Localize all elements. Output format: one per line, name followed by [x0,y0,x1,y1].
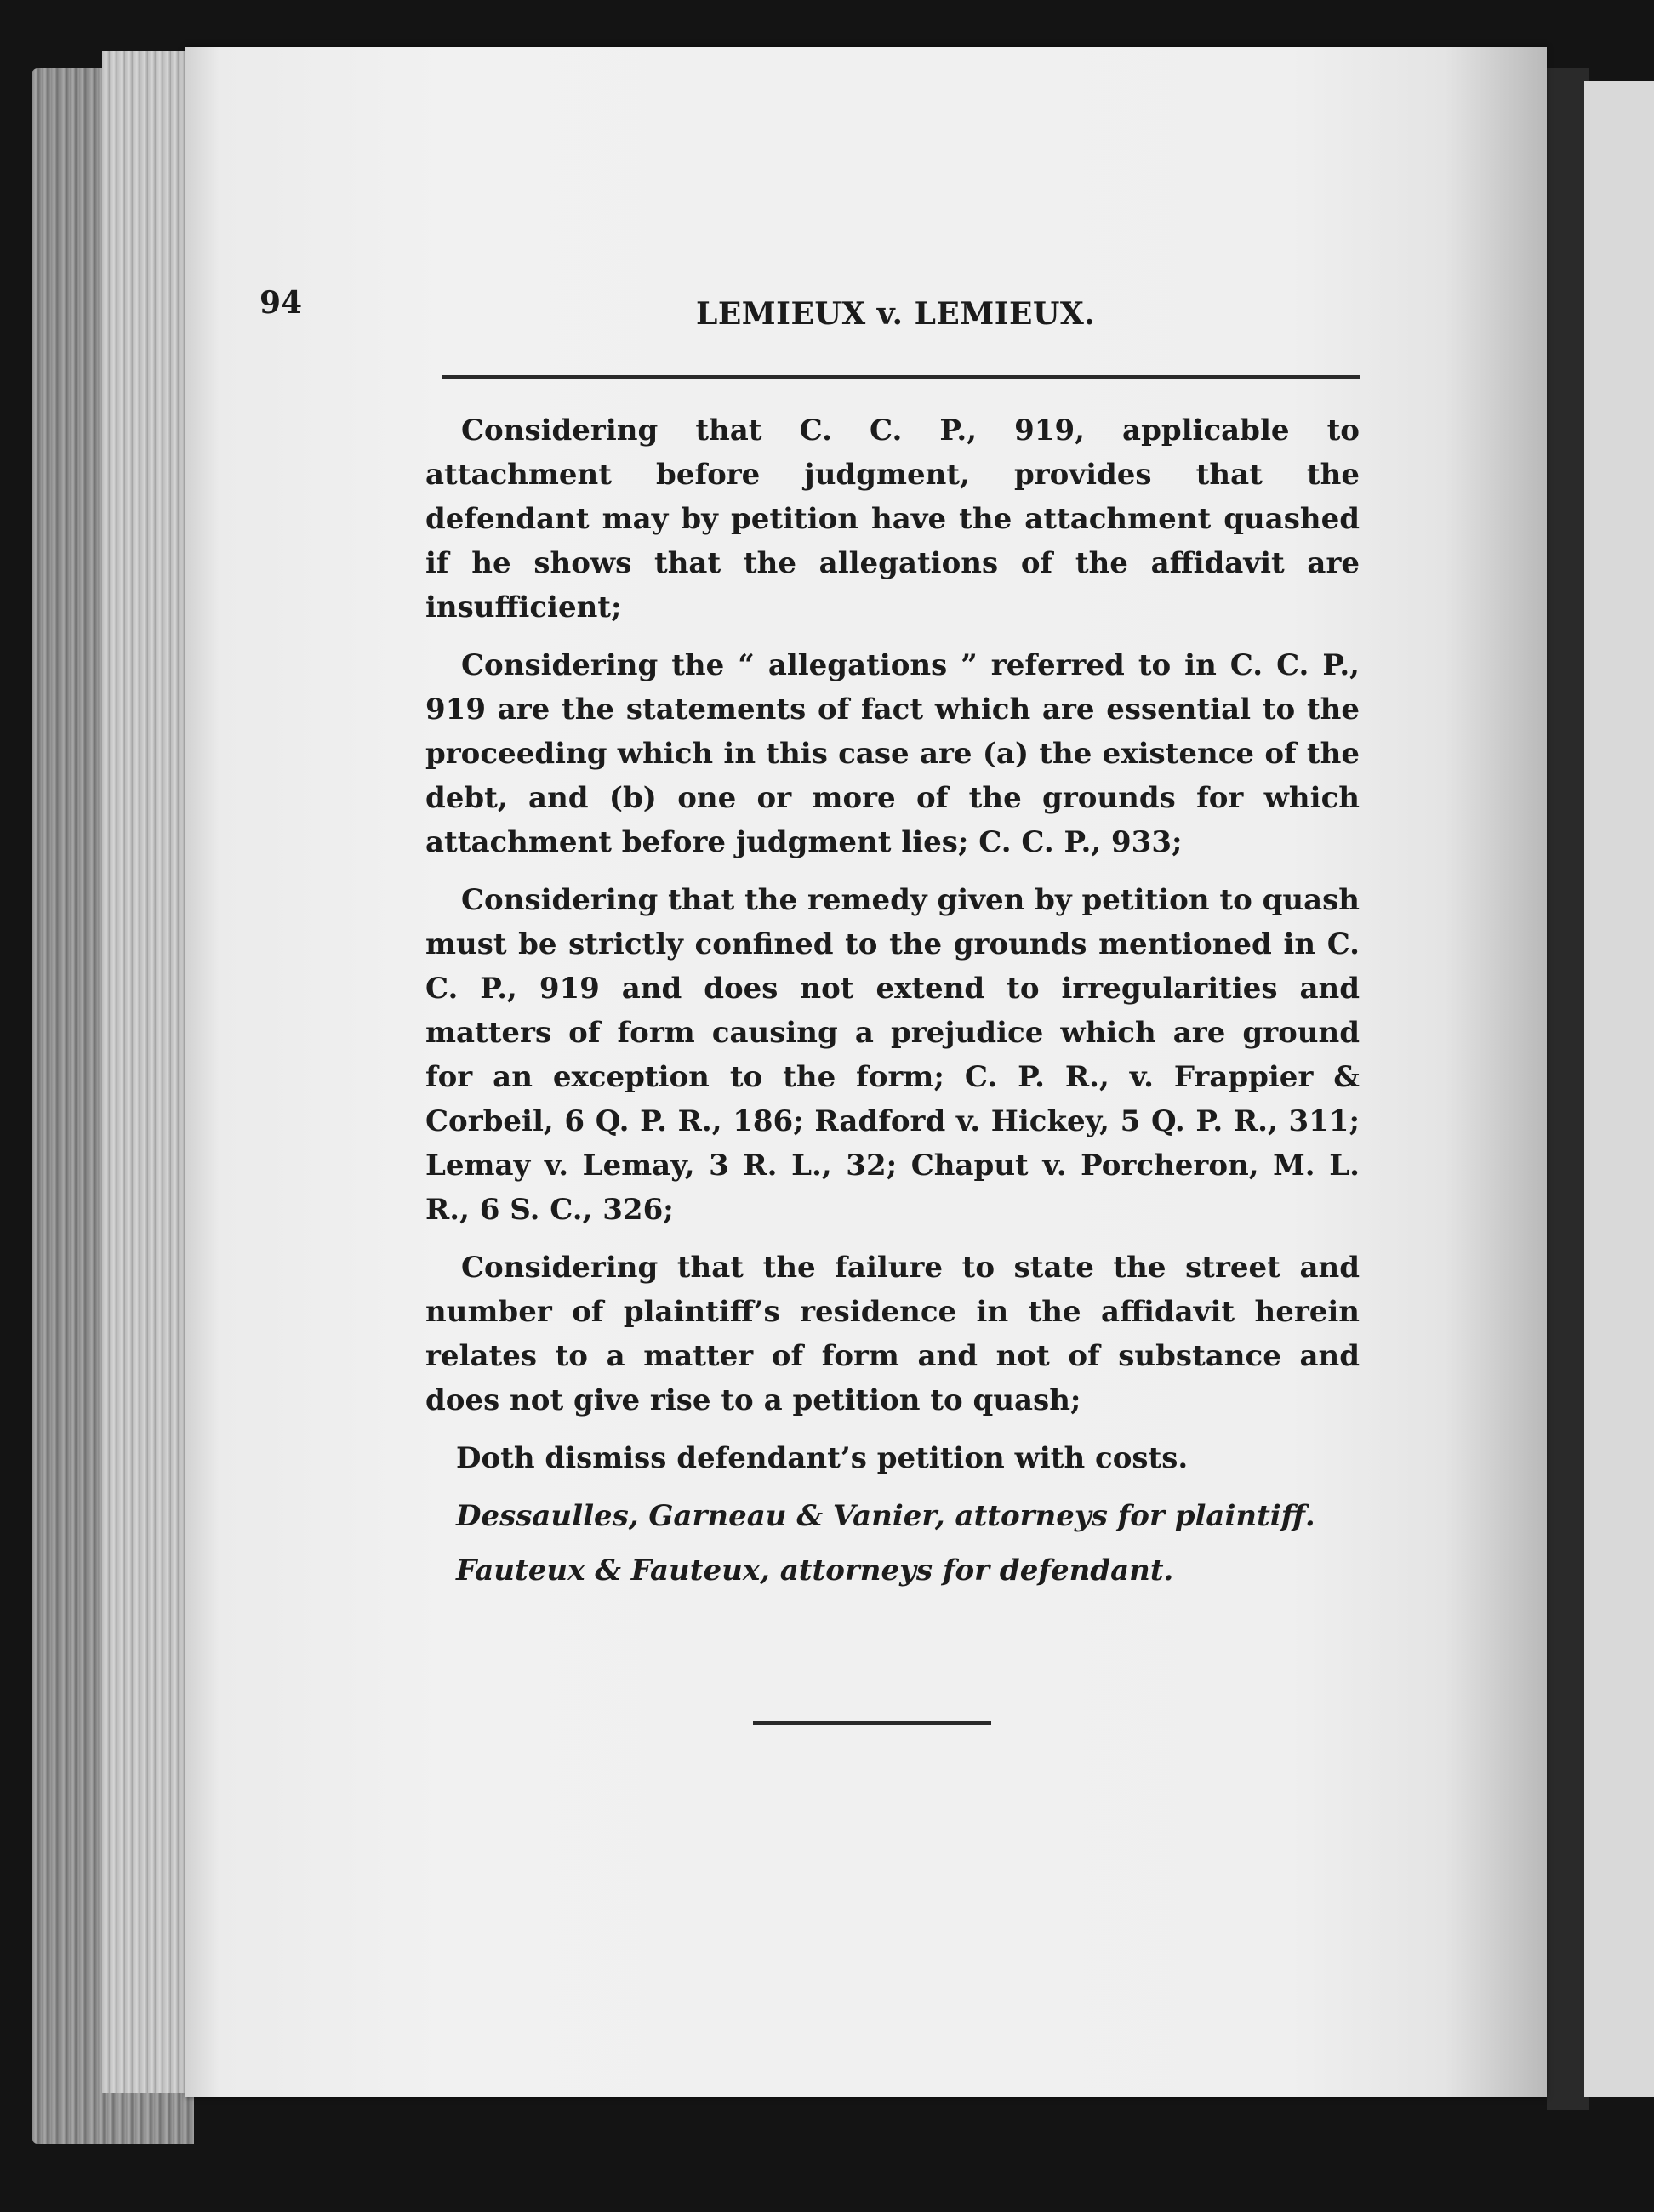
plaintiff-attorneys: Dessaulles, Garneau & Vanier, attorneys for plaintiff. [456,1499,1315,1533]
facing-page [1584,81,1654,2097]
defendant-attorneys: Fauteux & Fauteux, attorneys for defendant. [456,1554,1174,1588]
page-body [425,408,1360,1603]
judgment-order: Doth dismiss defendant’s petition with costs. [456,1441,1189,1475]
paragraph-1: Considering that C. C. P., 919, applicable to attachment before judgment, provides that the defendant may by petition have the attachment quashed if he shows that the allegations of the affidavit are insufficient; [425,413,1360,624]
paragraph-2: Considering the “ allegations ” referred to in C. C. P., 919 are the statements of fact which are essential to the proceeding which in this case are (a) the existence of the debt, and (b) one or more of the grounds for which attachment before judgment lies; C. C. P., 933; [425,648,1360,859]
running-title: LEMIEUX v. LEMIEUX. [696,296,1096,332]
paragraph-4: Considering that the failure to state the street and number of plaintiff’s residence in the affidavit herein relates to a matter of form and not of substance and does not give rise to a petition to quash; [425,1251,1360,1417]
header-rule [442,375,1360,379]
paragraph-3: Considering that the remedy given by petition to quash must be strictly confined to the grounds mentioned in C. C. P., 919 and does not extend to irregularities and matters of form causing a prejudice which are ground for an exception to the form; C. P. R., v. Frappier & Corbeil, 6 Q. P. R., 186; Radford v. Hickey, 5 Q. P. R., 311; Lemay v. Lemay, 3 R. L., 32; Chaput v. Porcheron, M. L. R., 6 S. C., 326; [425,883,1360,1227]
page-header [260,242,1366,336]
page-number: 94 [260,285,303,321]
gutter-shadow [1547,68,1589,2110]
page-edges-inner [102,51,196,2093]
closing-rule [753,1721,991,1725]
